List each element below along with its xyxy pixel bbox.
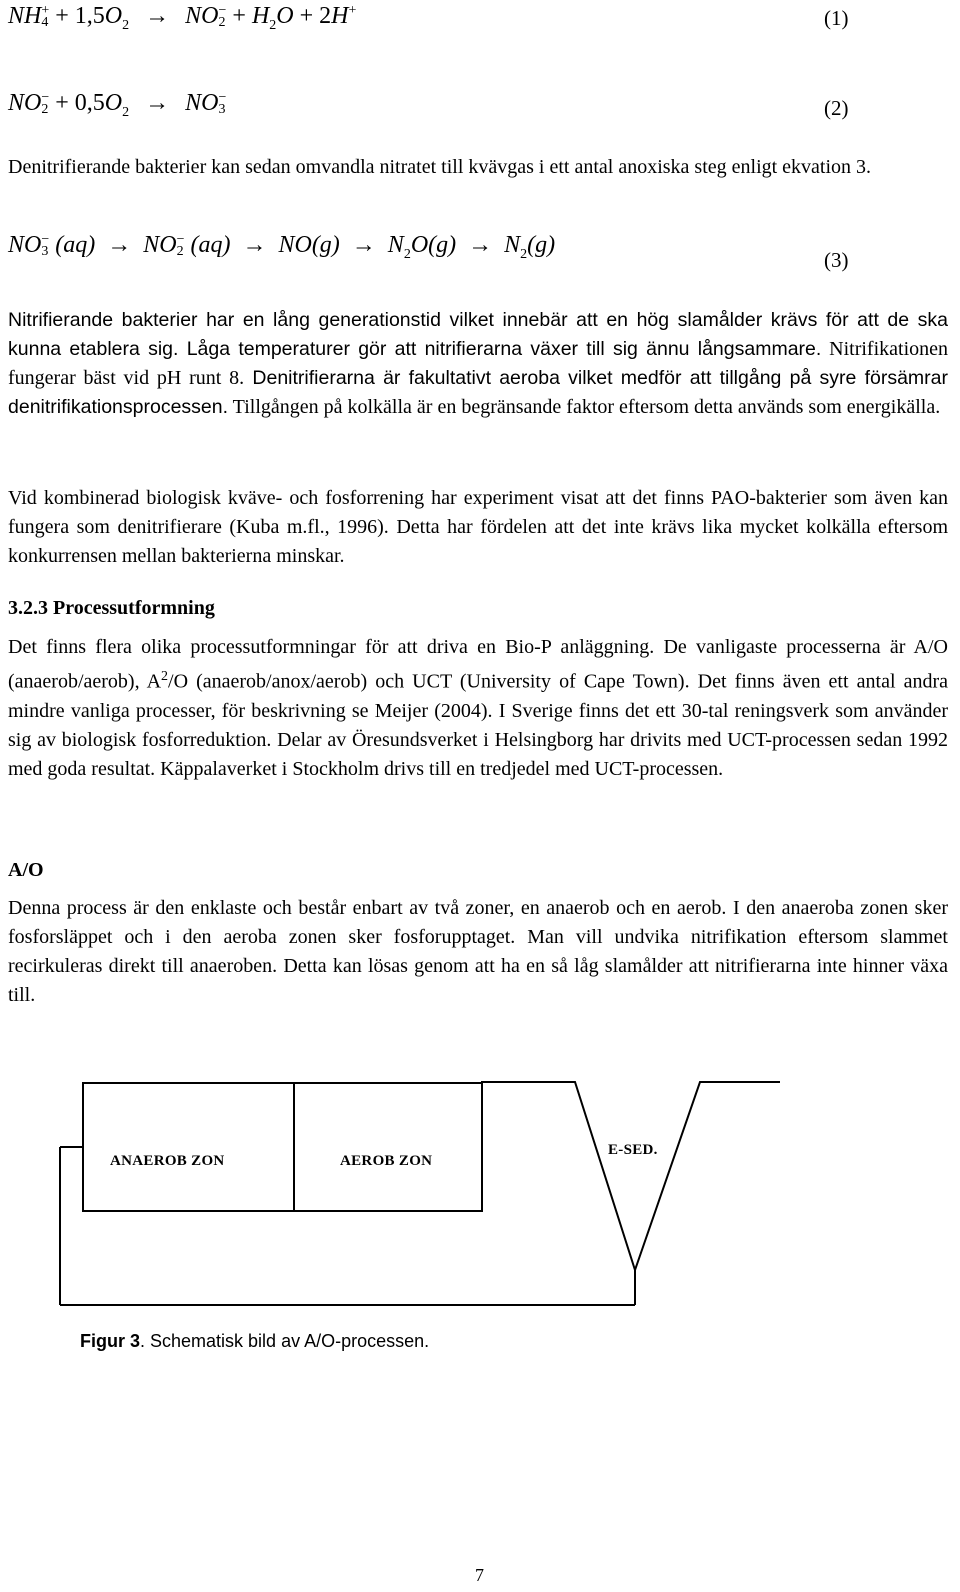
equation-3-number: (3) — [824, 248, 849, 272]
figure-caption: Figur 3. Schematisk bild av A/O-processen. — [80, 1331, 430, 1351]
nitri-text-3: Denitrifierarna är fakultativt aeroba vilket medför att tillgång på syre försämrar denitrifikationsprocessen. — [8, 367, 948, 418]
nitri-text-4: Tillgången på kolkälla är en begränsande faktor eftersom detta används som energikälla. — [228, 396, 941, 418]
pao-paragraph: Vid kombinerad biologisk kväve- och fosforrening har experiment visat att det finns PAO-bakterier som även kan fungera som denitrifierare (Kuba m.fl., 1996). Detta har fördelen att det inte krävs lika mycket kolkälla eftersom konkurrensen mellan bakterierna minskar. — [8, 487, 948, 567]
page-number: 7 — [475, 1565, 484, 1585]
ao-heading: A/O — [8, 859, 44, 881]
ao-paragraph: Denna process är den enklaste och består enbart av två zoner, en anaerob och en aerob. I den anaeroba zonen sker fosforsläppet och i den aeroba zonen sker fosforupptaget. Man vill undvika nitrifikation eftersom slammet recirkuleras direkt till anaeroben. Detta kan lösas genom att ha en så låg slamålder att nitrifierarna inte hinner växa till. — [8, 897, 948, 1006]
equation-2-number: (2) — [824, 96, 849, 120]
equation-1-number: (1) — [824, 6, 849, 30]
intro-paragraph: Denitrifierande bakterier kan sedan omvandla nitratet till kvävgas i ett antal anoxiska steg enligt ekvation 3. — [8, 156, 872, 178]
anaerob-zone-label: ANAEROB ZON — [110, 1153, 225, 1169]
clarifier-outline — [481, 1082, 780, 1270]
process-paragraph: Det finns flera olika processutformningar för att driva en Bio-P anläggning. De vanligaste processerna är A/O (anaerob/aerob), $A^2/O$ (anaerob/anox/aerob) och UCT (University of Cape Town). Det finns även ett antal andra mindre vanliga processer, för beskrivning se Meijer (2004). I Sverige finns det ett 30-tal reningsverk som använder sig av biologisk fosforreduktion. Delar av Öresundsverket i Helsingborg har drivits med UCT-processen sedan 1992 med goda resultat. Käppalaverket i Stockholm drivs till en tredjedel med UCT-processen. — [8, 636, 949, 780]
section-heading: 3.2.3 Processutformning — [8, 597, 215, 619]
esed-label: E-SED. — [608, 1142, 658, 1158]
equation-2: NO − 2 + $0,5O_2$ → NO − 3 — [8, 90, 227, 120]
equation-3: NO − 3 (aq) → NO − 2 $(aq) \to NO(g) \to N_2O(g) \to N_2(g)$ — [8, 232, 556, 262]
aerob-zone-label: AEROB ZON — [340, 1153, 433, 1169]
equation-1: NH + 4 + $1,5O_2$ → NO − 2 + $H_2O + 2H^+$ — [8, 3, 357, 33]
nitri-text-1: Nitrifierande bakterier har en lång generationstid vilket innebär att en hög slamålder krävs för att de ska kunna etablera sig. Låga temperaturer gör att nitrifierarna växer till sig ännu långsammare. — [8, 309, 948, 360]
nitri-text-2: Nitrifikationen fungerar bäst vid pH runt 8. — [8, 338, 949, 389]
